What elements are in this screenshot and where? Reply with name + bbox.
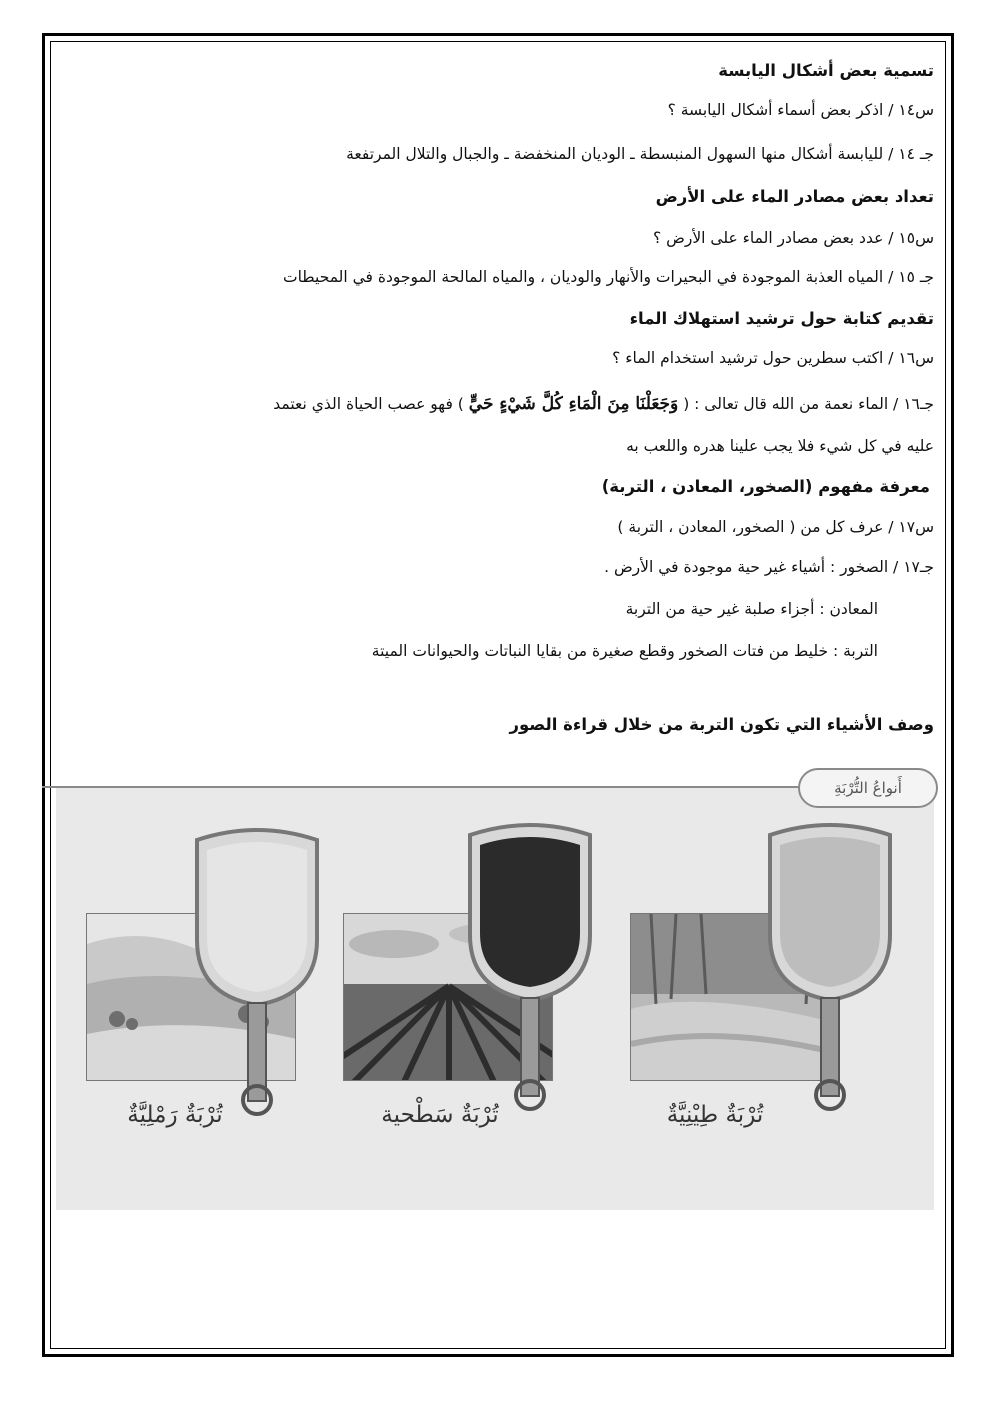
question-17: س١٧ / عرف كل من ( الصخور، المعادن ، التربة ) — [617, 518, 934, 536]
question-14: س١٤ / اذكر بعض أسماء أشكال اليابسة ؟ — [667, 101, 934, 119]
answer-17-soil: التربة : خليط من فتات الصخور وقطع صغيرة من بقايا النباتات والحيوانات الميتة — [371, 642, 878, 660]
clay-soil-scoop — [755, 815, 905, 1115]
heading-rocks-minerals-soil: معرفة مفهوم (الصخور، المعادن ، التربة) — [601, 477, 930, 496]
question-15: س١٥ / عدد بعض مصادر الماء على الأرض ؟ — [652, 229, 934, 247]
heading-water-conservation: تقديم كتابة حول ترشيد استهلاك الماء — [629, 309, 934, 328]
heading-landforms: تسمية بعض أشكال اليابسة — [718, 61, 934, 80]
answer-16-continuation: ) فهو عصب الحياة الذي نعتمد — [273, 395, 464, 413]
answer-16-second-line: عليه في كل شيء فلا يجب علينا هدره واللعب به — [626, 437, 934, 455]
answer-17-rocks: جـ١٧ / الصخور : أشياء غير حية موجودة في الأرض . — [604, 558, 934, 576]
answer-15: جـ ١٥ / المياه العذبة الموجودة في البحيرات والأنهار والوديان ، والمياه المالحة الموجودة في المحيطات — [282, 268, 934, 286]
heading-water-sources: تعداد بعض مصادر الماء على الأرض — [655, 187, 934, 206]
heading-soil-components: وصف الأشياء التي تكون التربة من خلال قراءة الصور — [509, 715, 934, 734]
sandy-soil-label: تُرْبَةٌ رَمْلِيَّةٌ — [127, 1102, 223, 1128]
surface-soil-scoop — [455, 815, 605, 1115]
sandy-soil-scoop — [182, 820, 332, 1120]
answer-16-intro: جـ١٦ / الماء نعمة من الله قال تعالى : ( — [683, 395, 934, 413]
clay-soil-label: تُرْبَةٌ طِيْنِيَّةٌ — [666, 1102, 764, 1128]
question-16: س١٦ / اكتب سطرين حول ترشيد استخدام الماء ؟ — [612, 349, 934, 367]
soil-types-tab: أَنواعُ التُّرْبَةِ — [798, 768, 938, 808]
answer-14: جـ ١٤ / لليابسة أشكال منها السهول المنبسطة ـ الوديان المنخفضة ـ والجبال والتلال المرتفعة — [346, 145, 934, 163]
answer-16 — [60, 393, 934, 415]
answer-17-minerals: المعادن : أجزاء صلبة غير حية من التربة — [625, 600, 878, 618]
section-divider — [42, 786, 802, 788]
surface-soil-label: تُرْبَةٌ سَطْحية — [381, 1102, 499, 1128]
quran-verse: وَجَعَلْنَا مِنَ الْمَاءِ كُلَّ شَيْءٍ حَيٍّ — [468, 394, 679, 414]
